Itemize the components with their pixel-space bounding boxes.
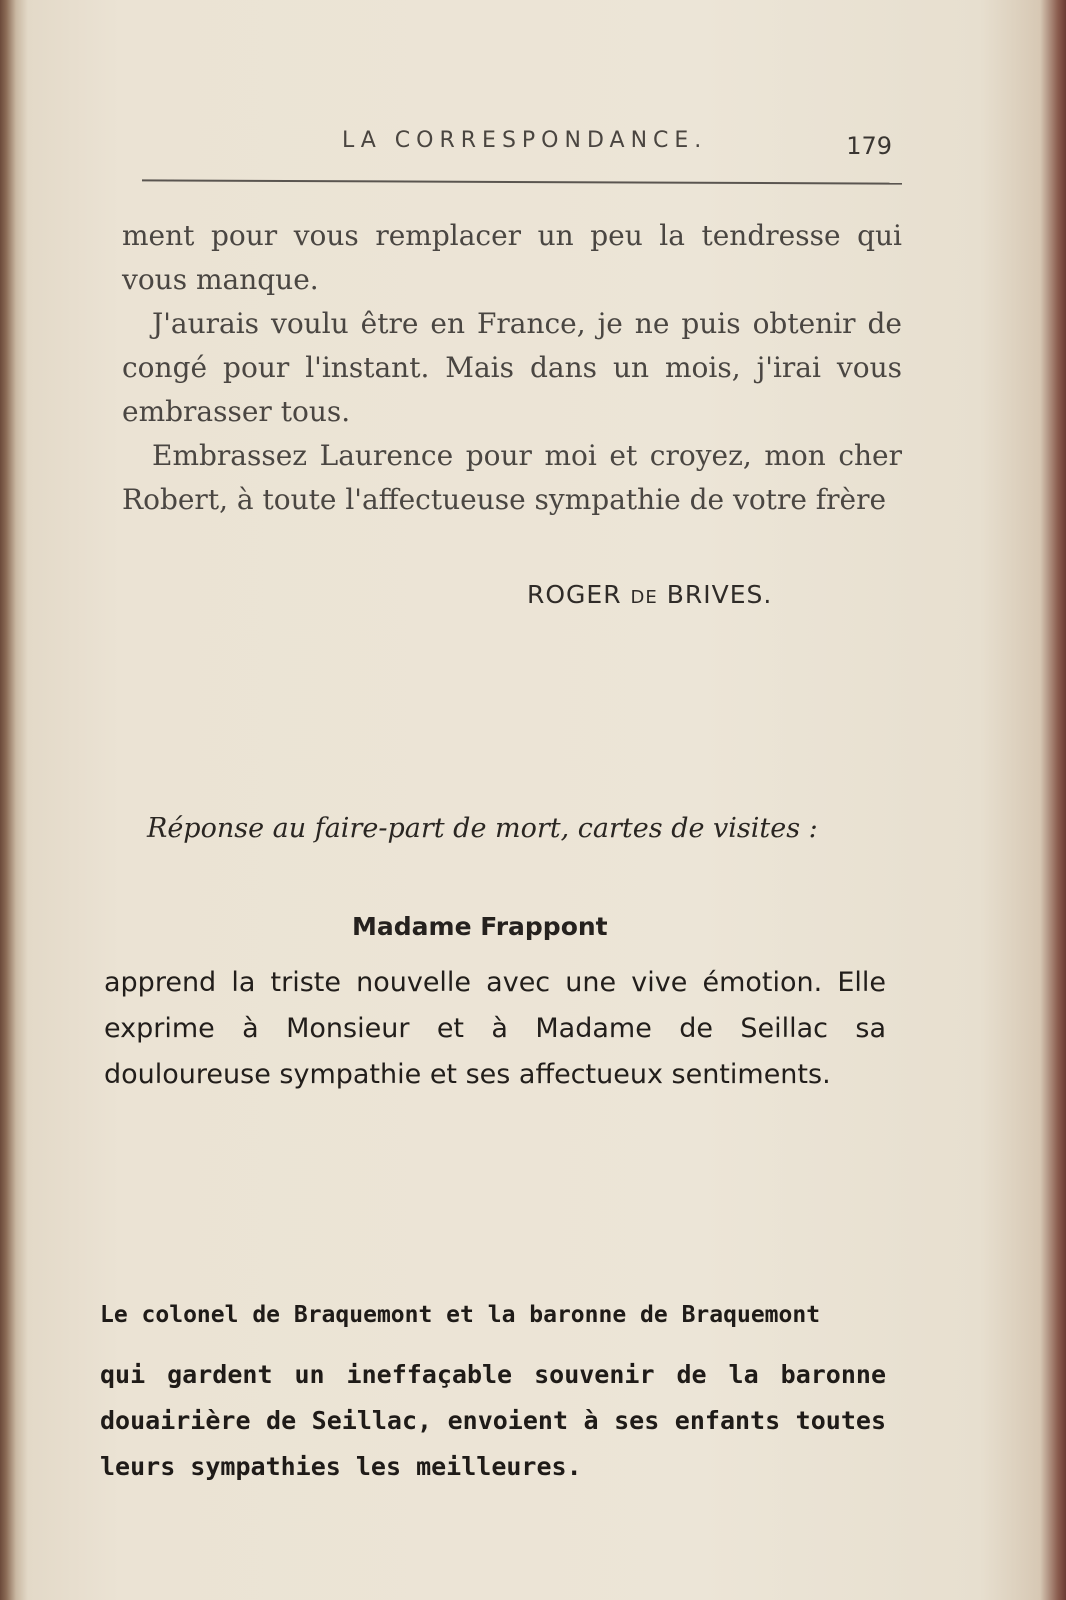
running-head — [132, 118, 912, 158]
card1-text: apprend la triste nouvelle avec une vive émotion. Elle exprime à Monsieur et à Madame de Seillac sa douloureuse sympathie et ses affectueux sentiments. — [104, 967, 886, 1090]
letter-body — [122, 214, 902, 522]
letter-signature — [527, 580, 772, 609]
letter-paragraph-1: ment pour vous remplacer un peu la tendresse qui vous manque. — [122, 219, 902, 296]
card1-name: Madame Frappont — [352, 912, 608, 941]
card1-body — [104, 960, 886, 1098]
card2-body — [100, 1352, 886, 1490]
book-page — [22, 0, 1052, 1600]
signature-last: BRIVES. — [666, 580, 773, 609]
card2-text: qui gardent un ineffaçable souvenir de la baronne douairière de Seillac, envoient à ses enfants toutes leurs sympathies les meilleures. — [100, 1360, 886, 1481]
signature-particle: DE — [630, 587, 658, 608]
page-number: 179 — [846, 132, 892, 160]
signature-first: ROGER — [527, 580, 622, 609]
letter-paragraph-3: Embrassez Laurence pour moi et croyez, mon cher Robert, à toute l'affectueuse sympathie de votre frère — [122, 439, 902, 516]
card2-name: Le colonel de Braquemont et la baronne de Braquemont — [100, 1302, 821, 1328]
running-title: LA CORRESPONDANCE. — [342, 128, 708, 153]
header-rule — [142, 179, 902, 184]
section-heading: Réponse au faire-part de mort, cartes de visites : — [147, 813, 818, 844]
letter-paragraph-2: J'aurais voulu être en France, je ne puis obtenir de congé pour l'instant. Mais dans un mois, j'irai vous embrasser tous. — [122, 307, 902, 428]
